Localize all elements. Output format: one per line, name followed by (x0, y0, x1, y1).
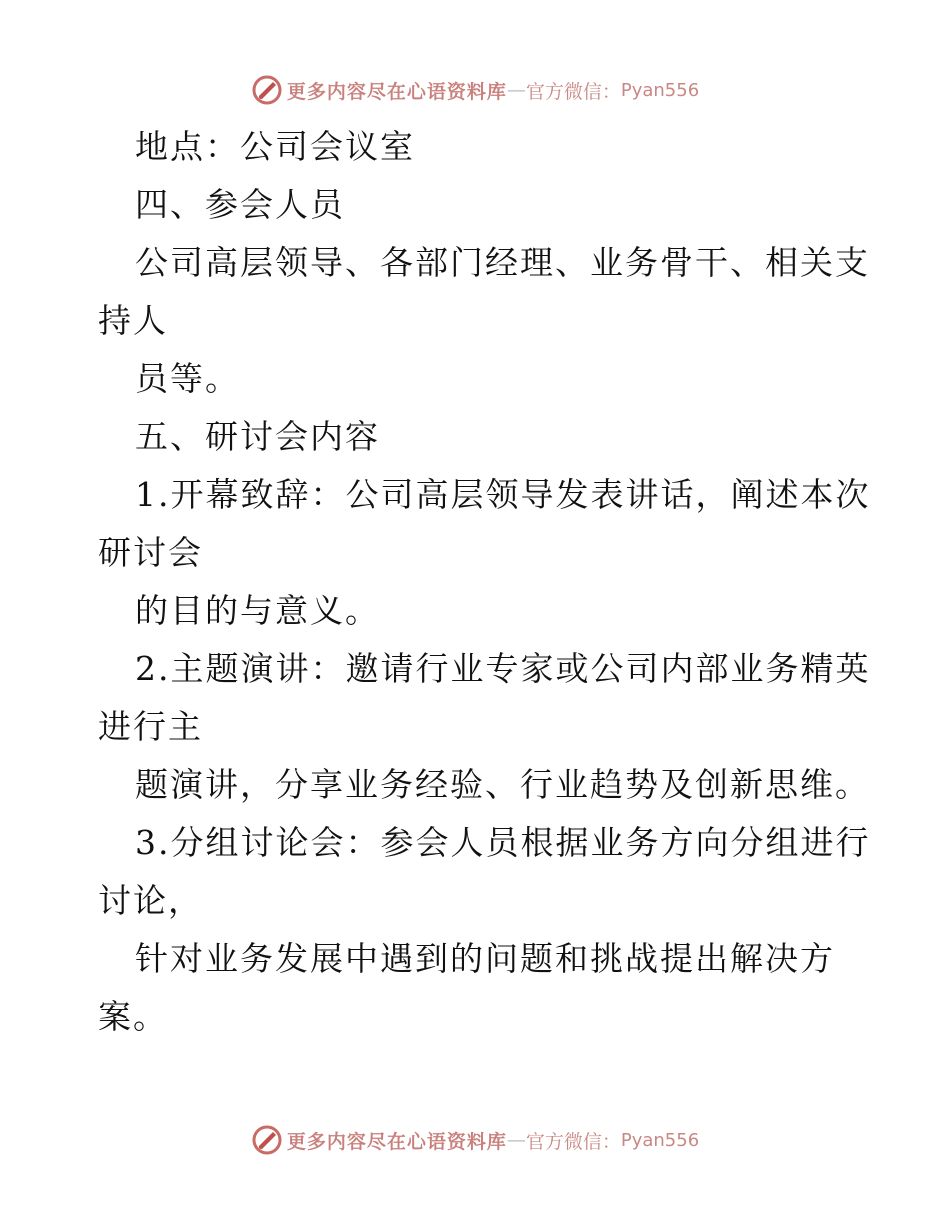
text-line: 研讨会 (98, 533, 203, 572)
watermark-lead-text: 更多内容尽在心语资料库 (286, 80, 507, 103)
watermark-lead-text: 更多内容尽在心语资料库 (286, 1130, 507, 1153)
text-line: 2.主题演讲：邀请行业专家或公司内部业务精英 (135, 649, 871, 688)
text-line: 针对业务发展中遇到的问题和挑战提出解决方 (135, 939, 835, 978)
watermark-wechat-id: Pyan556 (620, 79, 700, 101)
text-line: 讨论， (98, 881, 203, 920)
header-watermark (0, 70, 950, 110)
text-line: 持人 (98, 301, 168, 340)
text-line: 地点：公司会议室 (135, 127, 415, 166)
text-line: 案。 (98, 997, 168, 1036)
section-heading: 四、参会人员 (135, 185, 345, 224)
text-line: 进行主 (98, 707, 203, 746)
text-line: 3.分组讨论会：参会人员根据业务方向分组进行 (135, 823, 871, 862)
text-line: 公司高层领导、各部门经理、业务骨干、相关支 (135, 243, 870, 282)
document-body (98, 118, 871, 1046)
watermark-dash: — (506, 1129, 526, 1151)
section-heading: 五、研讨会内容 (135, 417, 380, 456)
footer-watermark (0, 1120, 950, 1160)
watermark-label: 官方微信： (525, 1130, 621, 1153)
text-line: 题演讲，分享业务经验、行业趋势及创新思维。 (135, 765, 870, 804)
watermark-dash: — (506, 79, 526, 101)
text-line: 员等。 (135, 359, 240, 398)
watermark-wechat-id: Pyan556 (620, 1129, 700, 1151)
watermark-label: 官方微信： (525, 80, 621, 103)
brand-logo-icon (251, 74, 283, 106)
brand-logo-icon (251, 1124, 283, 1156)
text-line: 1.开幕致辞：公司高层领导发表讲话，阐述本次 (135, 475, 871, 514)
text-line: 的目的与意义。 (135, 591, 380, 630)
